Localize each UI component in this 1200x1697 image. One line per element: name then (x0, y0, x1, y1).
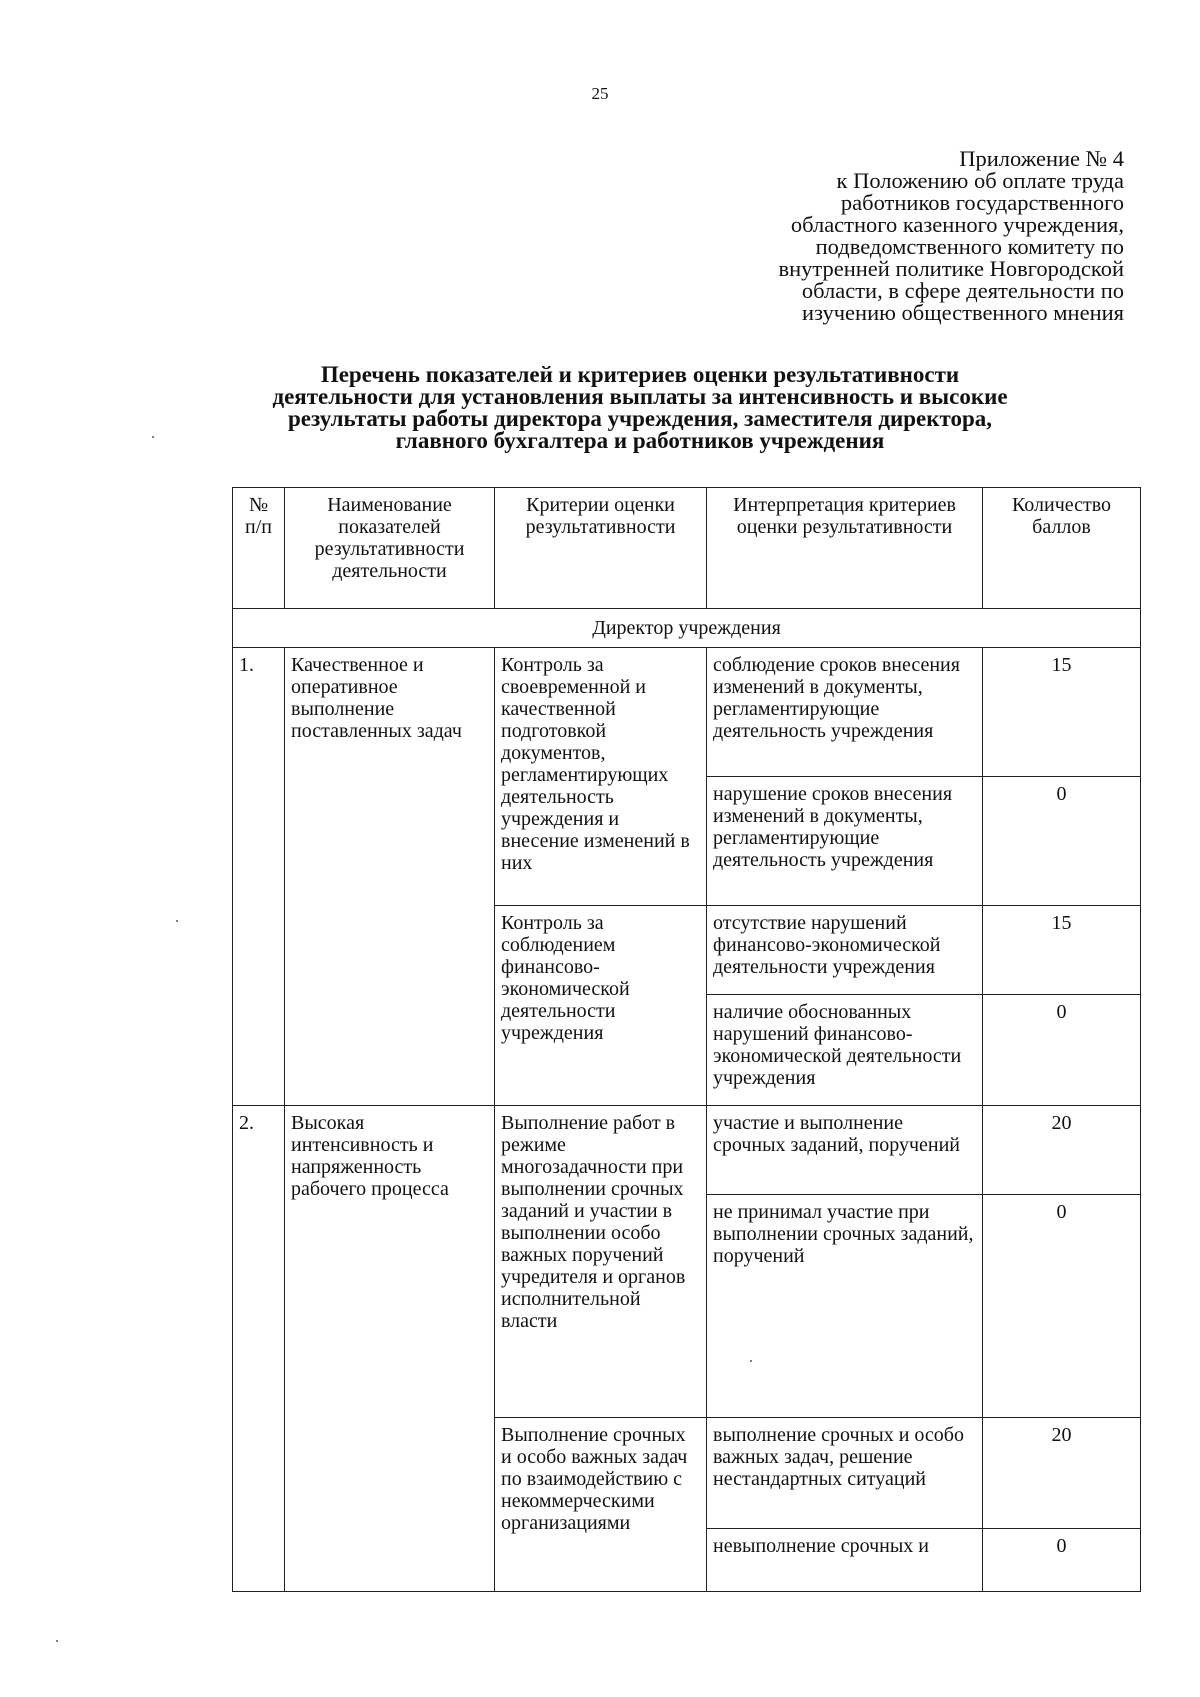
appendix-note (564, 148, 1124, 324)
title-line: результаты работы директора учреждения, заместителя директора, (287, 406, 993, 431)
scan-speck (750, 1360, 752, 1362)
section-row (233, 609, 1141, 648)
row-points: 0 (983, 995, 1141, 1106)
scan-speck (152, 436, 154, 438)
appendix-line: внутренней политике Новгородской (778, 256, 1124, 281)
row-points: 15 (983, 648, 1141, 777)
row-interpretation: отсутствие нарушений финансово-экономической деятельности учреждения (707, 906, 983, 995)
appendix-line: Приложение № 4 (959, 146, 1124, 171)
appendix-line: к Положению об оплате труда (836, 168, 1124, 193)
header-points: Количество баллов (983, 488, 1141, 609)
row-interpretation: не принимал участие при выполнении срочных заданий, поручений (707, 1195, 983, 1418)
row-indicator: Качественное и оперативное выполнение поставленных задач (285, 648, 495, 1106)
scan-speck (176, 920, 178, 922)
row-interpretation: участие и выполнение срочных заданий, поручений (707, 1106, 983, 1195)
row-points: 15 (983, 906, 1141, 995)
row-number: 1. (233, 648, 285, 1106)
appendix-line: работников государственного (840, 190, 1124, 215)
row-criteria: Выполнение срочных и особо важных задач по взаимодействию с некоммерческими организациями (495, 1418, 707, 1592)
header-indicator: Наименование показателей результативности деятельности (285, 488, 495, 609)
table-header-row (233, 488, 1141, 609)
table-row (233, 1106, 1141, 1195)
document-title (170, 364, 1110, 452)
header-interpretation: Интерпретация критериев оценки результативности (707, 488, 983, 609)
header-criteria: Критерии оценки результативности (495, 488, 707, 609)
row-points: 0 (983, 777, 1141, 906)
section-title: Директор учреждения (233, 609, 1141, 648)
appendix-line: областного казенного учреждения, (790, 212, 1124, 237)
appendix-line: изучению общественного мнения (802, 300, 1124, 325)
row-points: 0 (983, 1195, 1141, 1418)
title-line: главного бухгалтера и работников учреждения (395, 428, 885, 453)
row-number: 2. (233, 1106, 285, 1592)
criteria-table (232, 487, 1141, 1592)
row-interpretation: невыполнение срочных и (707, 1529, 983, 1592)
row-points: 20 (983, 1106, 1141, 1195)
row-points: 0 (983, 1529, 1141, 1592)
row-interpretation: соблюдение сроков внесения изменений в документы, регламентирующие деятельность учреждения (707, 648, 983, 777)
appendix-line: подведомственного комитету по (815, 234, 1124, 259)
page-number: 25 (591, 84, 609, 103)
row-indicator: Высокая интенсивность и напряженность рабочего процесса (285, 1106, 495, 1592)
row-criteria: Контроль за соблюдением финансово-экономической деятельности учреждения (495, 906, 707, 1106)
row-criteria: Контроль за своевременной и качественной подготовкой документов, регламентирующих деятельность учреждения и внесение изменений в них (495, 648, 707, 906)
title-line: деятельности для установления выплаты за интенсивность и высокие (272, 384, 1008, 409)
row-criteria: Выполнение работ в режиме многозадачности при выполнении срочных заданий и участии в выполнении особо важных поручений учредителя и органов исполнительной власти (495, 1106, 707, 1418)
scan-speck (56, 1640, 58, 1642)
row-interpretation: выполнение срочных и особо важных задач, решение нестандартных ситуаций (707, 1418, 983, 1529)
row-points: 20 (983, 1418, 1141, 1529)
appendix-line: области, в сфере деятельности по (801, 278, 1124, 303)
header-number: № п/п (233, 488, 285, 609)
row-interpretation: наличие обоснованных нарушений финансово-экономической деятельности учреждения (707, 995, 983, 1106)
row-interpretation: нарушение сроков внесения изменений в документы, регламентирующие деятельность учреждения (707, 777, 983, 906)
title-line: Перечень показателей и критериев оценки результативности (320, 362, 960, 387)
table-row (233, 648, 1141, 777)
